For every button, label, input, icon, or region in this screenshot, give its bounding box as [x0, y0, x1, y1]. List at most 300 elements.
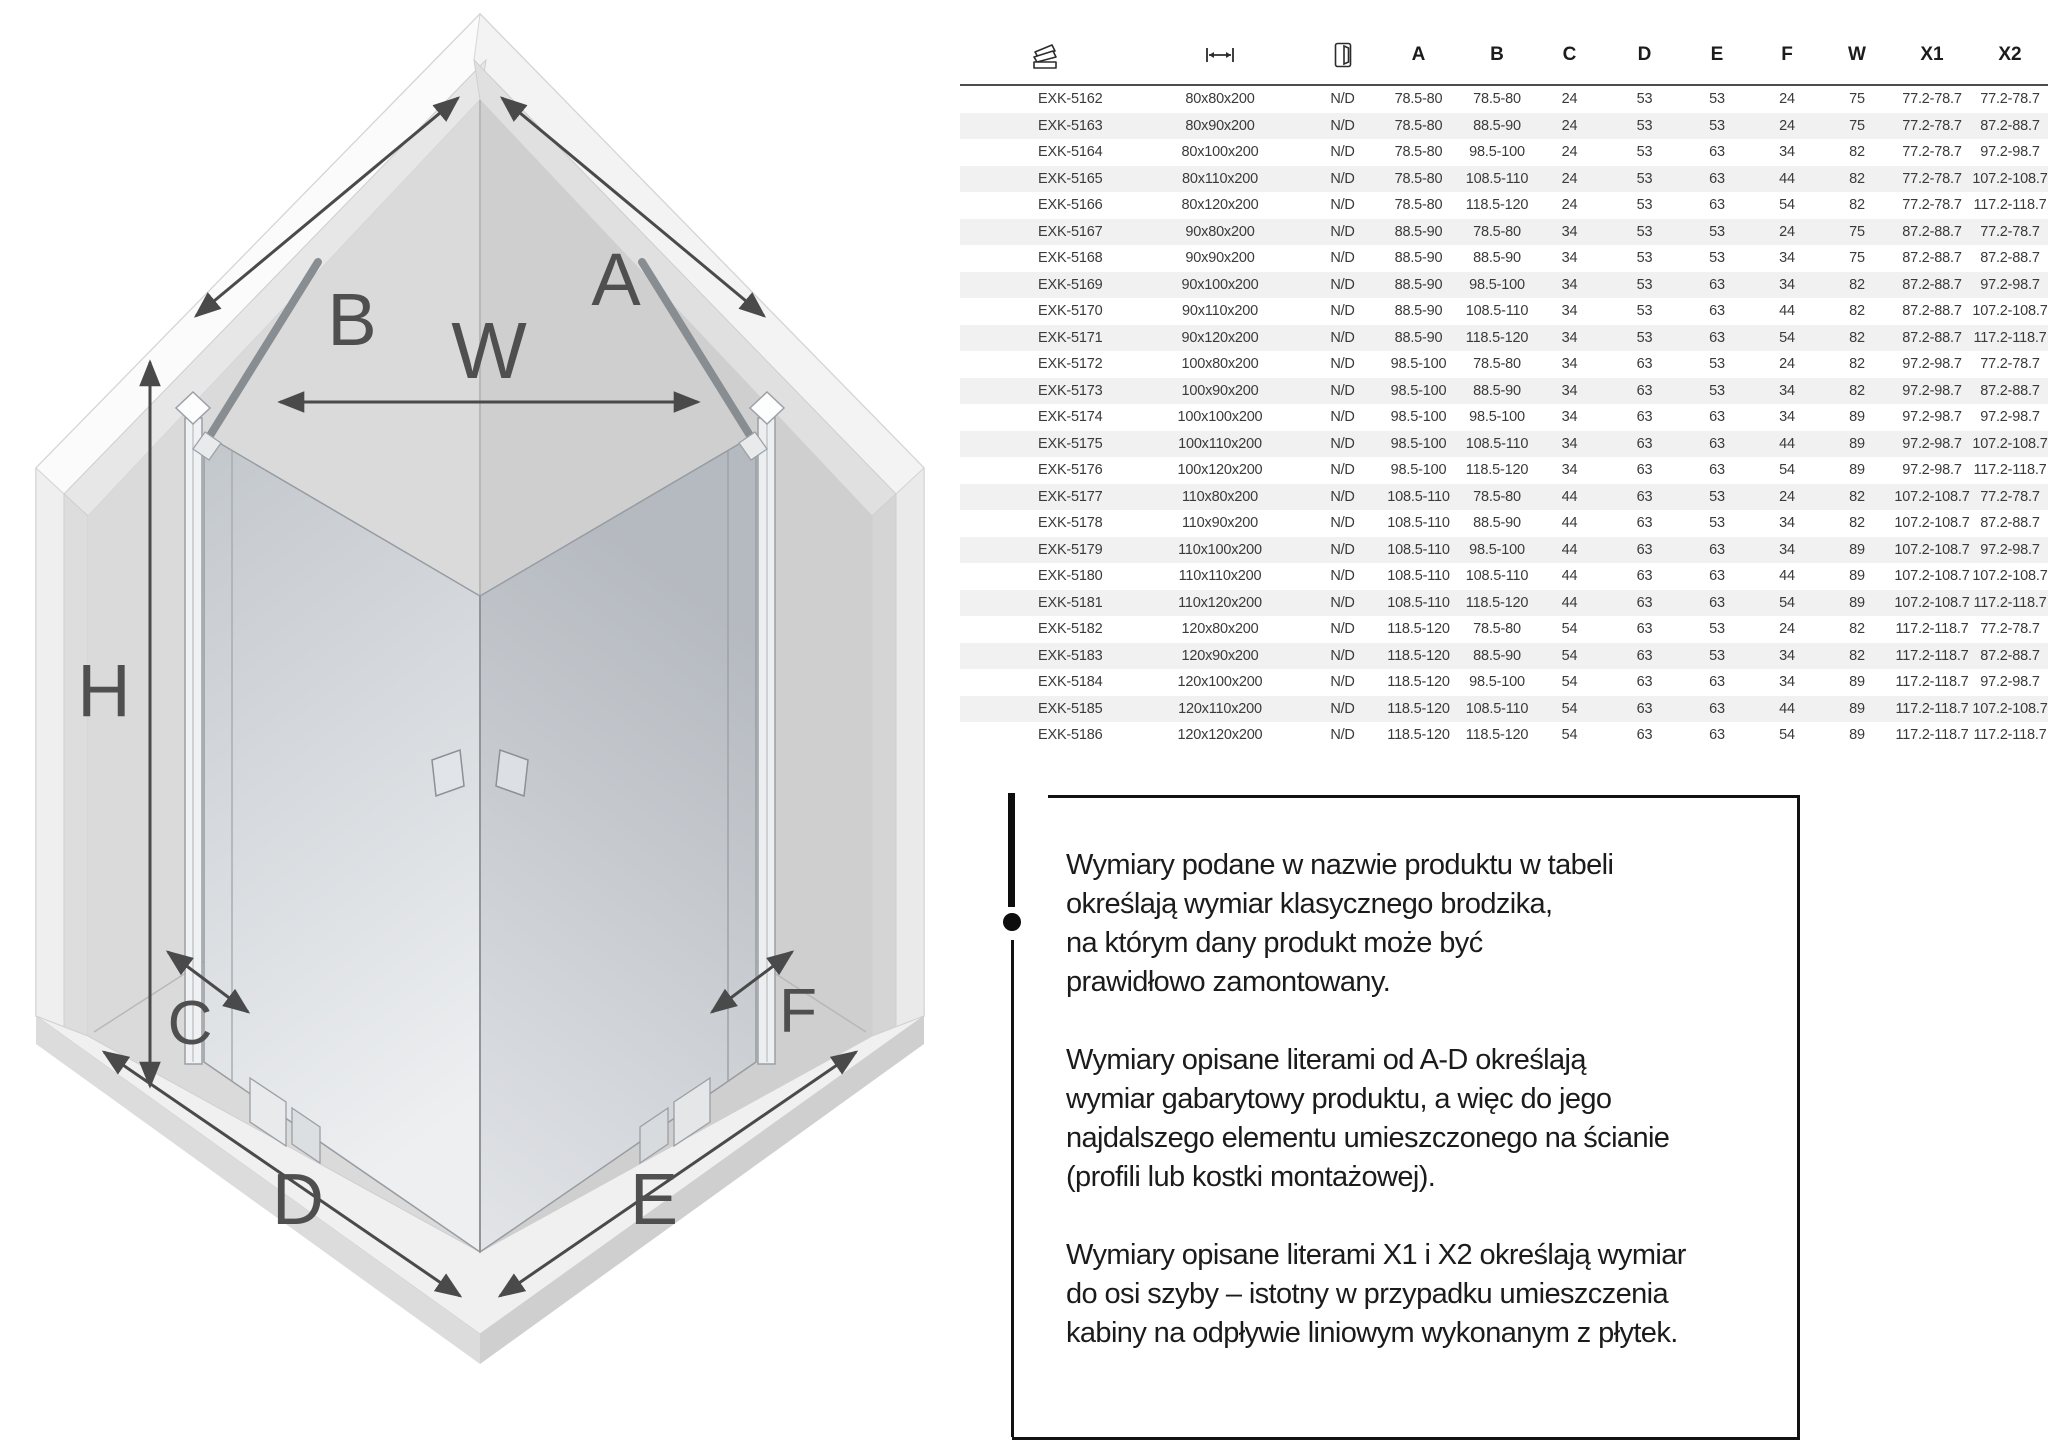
shower-enclosure-diagram [0, 0, 960, 1449]
cell-f: 34 [1779, 382, 1795, 399]
cell-x1: 107.2-108.7 [1894, 515, 1970, 532]
cell-f: 34 [1779, 541, 1795, 558]
cell-b: 88.5-90 [1473, 647, 1521, 664]
label-c: C [167, 989, 213, 1058]
cell-w: 89 [1849, 409, 1865, 426]
cell-d: 63 [1636, 700, 1653, 717]
cell-x2: 107.2-108.7 [1972, 568, 2048, 585]
cell-x2: 117.2-118.7 [1973, 197, 2047, 214]
cell-d: 53 [1636, 223, 1653, 240]
cell-d: 63 [1636, 568, 1653, 585]
cell-a: 88.5-90 [1394, 223, 1443, 240]
table-row [960, 669, 2048, 696]
cell-size: 80x80x200 [1185, 91, 1255, 108]
cell-c: 34 [1561, 276, 1578, 293]
cell-b: 118.5-120 [1465, 197, 1529, 214]
cell-f: 24 [1779, 621, 1795, 638]
cell-x2: 77.2-78.7 [1980, 223, 2040, 240]
cell-d: 53 [1636, 91, 1653, 108]
cell-c: 44 [1561, 594, 1578, 611]
cell-size: 100x80x200 [1181, 356, 1259, 373]
cell-c: 44 [1561, 515, 1578, 532]
cell-x2: 97.2-98.7 [1980, 409, 2040, 426]
cell-f: 24 [1779, 91, 1795, 108]
cell-code: EXK-5177 [1038, 488, 1103, 505]
cell-code: EXK-5167 [1038, 223, 1103, 240]
label-w: W [451, 306, 527, 395]
table-row [960, 510, 2048, 537]
cell-code: EXK-5178 [1038, 515, 1103, 532]
cell-x2: 117.2-118.7 [1973, 462, 2047, 479]
cell-a: 88.5-90 [1394, 276, 1443, 293]
cell-w: 82 [1849, 356, 1865, 373]
cell-a: 78.5-80 [1394, 117, 1443, 134]
cell-w: 82 [1849, 303, 1865, 320]
cell-c: 54 [1561, 674, 1578, 691]
cell-f: 34 [1779, 674, 1795, 691]
table-row [960, 351, 2048, 378]
cell-d: 63 [1636, 435, 1653, 452]
label-e: E [629, 1160, 679, 1240]
cell-e: 53 [1709, 223, 1725, 240]
cell-x2: 97.2-98.7 [1980, 674, 2040, 691]
cell-b: 78.5-80 [1473, 223, 1521, 240]
cell-nd: N/D [1330, 170, 1355, 187]
cell-c: 24 [1561, 197, 1578, 214]
cell-code: EXK-5175 [1038, 435, 1103, 452]
cell-d: 53 [1636, 197, 1653, 214]
col-header-w: W [1848, 44, 1866, 65]
cell-e: 53 [1709, 382, 1725, 399]
cell-x1: 117.2-118.7 [1895, 727, 1969, 744]
cell-c: 34 [1561, 409, 1578, 426]
cell-f: 34 [1779, 144, 1795, 161]
cell-e: 53 [1709, 117, 1725, 134]
cell-e: 53 [1709, 488, 1725, 505]
cell-size: 90x100x200 [1181, 276, 1259, 293]
cell-a: 98.5-100 [1390, 382, 1447, 399]
cell-e: 63 [1709, 303, 1725, 320]
cell-a: 78.5-80 [1394, 91, 1443, 108]
cell-e: 63 [1709, 568, 1725, 585]
cell-d: 63 [1636, 515, 1653, 532]
cell-w: 82 [1849, 276, 1865, 293]
cell-d: 63 [1636, 382, 1653, 399]
cell-d: 53 [1636, 276, 1653, 293]
cell-x2: 97.2-98.7 [1980, 144, 2040, 161]
cell-size: 90x120x200 [1181, 329, 1259, 346]
cell-size: 110x90x200 [1182, 515, 1258, 532]
cell-f: 54 [1779, 462, 1795, 479]
cell-a: 118.5-120 [1387, 700, 1450, 717]
cell-x1: 107.2-108.7 [1894, 594, 1970, 611]
cell-c: 24 [1561, 144, 1578, 161]
cell-b: 118.5-120 [1465, 727, 1529, 744]
note-paragraph: Wymiary opisane literami od A-D określają wymiar gabarytowy produktu, a więc do jego najdalszego elementu umieszczonego na ścianie (profili lub kostki montażowej). [1066, 1044, 1670, 1193]
cell-e: 63 [1709, 541, 1725, 558]
cell-w: 82 [1849, 515, 1865, 532]
col-header-b: B [1490, 44, 1504, 65]
cell-size: 110x110x200 [1178, 568, 1262, 585]
cell-a: 98.5-100 [1390, 462, 1447, 479]
table-row [960, 563, 2048, 590]
cell-b: 98.5-100 [1469, 409, 1525, 426]
cell-nd: N/D [1330, 488, 1355, 505]
cell-x1: 77.2-78.7 [1902, 117, 1962, 134]
cell-d: 63 [1636, 488, 1653, 505]
cell-x1: 97.2-98.7 [1902, 382, 1962, 399]
cell-x1: 87.2-88.7 [1902, 303, 1962, 320]
cell-d: 63 [1636, 674, 1653, 691]
cell-b: 88.5-90 [1473, 117, 1521, 134]
table-row [960, 722, 2048, 749]
cell-x2: 77.2-78.7 [1980, 488, 2040, 505]
cell-a: 78.5-80 [1394, 144, 1443, 161]
cell-x1: 77.2-78.7 [1902, 144, 1962, 161]
label-h: H [77, 649, 131, 732]
cell-a: 88.5-90 [1394, 329, 1443, 346]
cell-w: 75 [1849, 250, 1865, 267]
cell-d: 53 [1636, 117, 1653, 134]
cell-a: 118.5-120 [1387, 621, 1450, 638]
table-row [960, 457, 2048, 484]
cell-d: 63 [1636, 541, 1653, 558]
cell-b: 108.5-110 [1465, 435, 1529, 452]
cell-b: 78.5-80 [1473, 621, 1521, 638]
cell-d: 63 [1636, 409, 1653, 426]
cell-c: 44 [1561, 541, 1578, 558]
cell-size: 80x120x200 [1181, 197, 1259, 214]
cell-code: EXK-5169 [1038, 276, 1103, 293]
cell-c: 34 [1561, 435, 1578, 452]
cell-c: 34 [1561, 382, 1578, 399]
table-row [960, 219, 2048, 246]
table-row [960, 696, 2048, 723]
cell-size: 110x80x200 [1182, 488, 1258, 505]
table-row [960, 537, 2048, 564]
cell-x1: 117.2-118.7 [1895, 621, 1969, 638]
cell-x1: 97.2-98.7 [1902, 356, 1962, 373]
cell-x1: 107.2-108.7 [1894, 568, 1970, 585]
cell-nd: N/D [1330, 197, 1355, 214]
cell-f: 54 [1779, 594, 1795, 611]
table-row [960, 378, 2048, 405]
cell-f: 34 [1779, 250, 1795, 267]
cell-b: 108.5-110 [1465, 303, 1529, 320]
cell-a: 108.5-110 [1387, 488, 1450, 505]
cell-w: 89 [1849, 674, 1865, 691]
cell-c: 34 [1561, 356, 1578, 373]
cell-code: EXK-5182 [1038, 621, 1103, 638]
cell-w: 75 [1849, 91, 1865, 108]
door-icon [1310, 42, 1375, 68]
cell-f: 44 [1779, 700, 1795, 717]
cell-nd: N/D [1330, 621, 1355, 638]
cell-size: 120x90x200 [1181, 647, 1259, 664]
cell-b: 118.5-120 [1465, 329, 1529, 346]
cell-c: 34 [1561, 329, 1578, 346]
cell-code: EXK-5174 [1038, 409, 1103, 426]
col-header-f: F [1781, 44, 1793, 65]
cell-x2: 117.2-118.7 [1973, 727, 2047, 744]
cell-a: 118.5-120 [1387, 727, 1450, 744]
cell-size: 120x120x200 [1177, 727, 1263, 744]
cell-b: 88.5-90 [1473, 382, 1521, 399]
cell-d: 53 [1636, 250, 1653, 267]
cell-code: EXK-5163 [1038, 117, 1103, 134]
cell-a: 88.5-90 [1394, 250, 1443, 267]
cell-code: EXK-5162 [1038, 91, 1103, 108]
cell-nd: N/D [1330, 409, 1355, 426]
cell-f: 24 [1779, 223, 1795, 240]
cell-d: 63 [1636, 594, 1653, 611]
cell-nd: N/D [1330, 647, 1355, 664]
cell-f: 44 [1779, 435, 1795, 452]
cell-x1: 97.2-98.7 [1902, 435, 1962, 452]
cell-c: 34 [1561, 250, 1578, 267]
cell-b: 108.5-110 [1465, 170, 1529, 187]
cell-w: 82 [1849, 329, 1865, 346]
cell-b: 88.5-90 [1473, 250, 1521, 267]
cell-x1: 87.2-88.7 [1902, 223, 1962, 240]
cell-f: 54 [1779, 197, 1795, 214]
note-text [1066, 846, 1782, 1392]
cell-c: 44 [1561, 568, 1578, 585]
cell-x1: 117.2-118.7 [1895, 674, 1969, 691]
cell-f: 54 [1779, 329, 1795, 346]
cell-a: 118.5-120 [1387, 674, 1450, 691]
cell-nd: N/D [1330, 117, 1355, 134]
cell-b: 78.5-80 [1473, 488, 1521, 505]
cell-a: 118.5-120 [1387, 647, 1450, 664]
cell-x1: 77.2-78.7 [1902, 170, 1962, 187]
table-row [960, 484, 2048, 511]
cell-d: 63 [1636, 356, 1653, 373]
cell-size: 110x120x200 [1178, 594, 1262, 611]
dimension-table [960, 26, 2048, 749]
cell-e: 53 [1709, 91, 1725, 108]
cell-code: EXK-5184 [1038, 674, 1103, 691]
cell-code: EXK-5171 [1038, 329, 1103, 346]
cell-a: 108.5-110 [1387, 594, 1450, 611]
cell-d: 53 [1636, 170, 1653, 187]
cell-x2: 87.2-88.7 [1980, 250, 2040, 267]
cell-w: 89 [1849, 594, 1865, 611]
col-header-c: C [1562, 44, 1577, 65]
cell-size: 80x100x200 [1181, 144, 1259, 161]
cell-code: EXK-5166 [1038, 197, 1103, 214]
cell-e: 63 [1709, 700, 1725, 717]
cell-e: 63 [1709, 435, 1725, 452]
cell-size: 100x100x200 [1177, 409, 1263, 426]
cell-b: 98.5-100 [1469, 276, 1525, 293]
cell-code: EXK-5164 [1038, 144, 1103, 161]
cell-d: 63 [1636, 621, 1653, 638]
cell-x1: 77.2-78.7 [1902, 197, 1962, 214]
note-box-border-right [1797, 795, 1800, 1440]
cell-a: 108.5-110 [1387, 515, 1450, 532]
cell-f: 44 [1779, 303, 1795, 320]
cell-code: EXK-5168 [1038, 250, 1103, 267]
cell-code: EXK-5170 [1038, 303, 1103, 320]
table-row [960, 139, 2048, 166]
table-body [960, 84, 2048, 749]
cell-e: 63 [1709, 276, 1725, 293]
cell-c: 34 [1561, 303, 1578, 320]
cell-size: 90x110x200 [1182, 303, 1258, 320]
cell-f: 34 [1779, 515, 1795, 532]
note-box-border-left [1011, 940, 1014, 1437]
cell-nd: N/D [1330, 594, 1355, 611]
cell-nd: N/D [1330, 515, 1355, 532]
cell-d: 63 [1636, 462, 1653, 479]
cell-c: 54 [1561, 647, 1578, 664]
cell-a: 98.5-100 [1390, 435, 1447, 452]
cell-e: 63 [1709, 594, 1725, 611]
cell-x2: 87.2-88.7 [1980, 382, 2040, 399]
cell-x2: 97.2-98.7 [1980, 276, 2040, 293]
width-dimension-icon [1130, 44, 1310, 66]
note-paragraph: Wymiary opisane literami X1 i X2 określają wymiar do osi szyby – istotny w przypadku umieszczenia kabiny na odpływie liniowym wykonanym z płytek. [1066, 1239, 1686, 1349]
cell-d: 53 [1636, 303, 1653, 320]
cell-w: 89 [1849, 435, 1865, 452]
cell-nd: N/D [1330, 700, 1355, 717]
cell-f: 24 [1779, 356, 1795, 373]
cell-nd: N/D [1330, 250, 1355, 267]
table-row [960, 86, 2048, 113]
cell-nd: N/D [1330, 223, 1355, 240]
cell-x1: 117.2-118.7 [1895, 647, 1969, 664]
cell-c: 54 [1561, 700, 1578, 717]
table-row [960, 325, 2048, 352]
cell-code: EXK-5173 [1038, 382, 1103, 399]
cell-code: EXK-5186 [1038, 727, 1103, 744]
cell-w: 82 [1849, 621, 1865, 638]
cell-nd: N/D [1330, 462, 1355, 479]
cell-b: 118.5-120 [1465, 462, 1529, 479]
cell-x2: 107.2-108.7 [1972, 700, 2048, 717]
cell-w: 82 [1849, 647, 1865, 664]
cell-e: 63 [1709, 409, 1725, 426]
col-header-x1: X1 [1920, 44, 1944, 65]
cell-a: 88.5-90 [1394, 303, 1443, 320]
cell-b: 108.5-110 [1465, 568, 1529, 585]
cell-x2: 117.2-118.7 [1973, 329, 2047, 346]
cell-e: 53 [1709, 356, 1725, 373]
cell-w: 82 [1849, 197, 1865, 214]
cell-code: EXK-5185 [1038, 700, 1103, 717]
cell-x2: 87.2-88.7 [1980, 647, 2040, 664]
table-row [960, 245, 2048, 272]
cell-size: 90x90x200 [1185, 250, 1255, 267]
cell-c: 24 [1561, 170, 1578, 187]
cell-e: 63 [1709, 144, 1725, 161]
note-box-border-top [1048, 795, 1800, 798]
cell-w: 89 [1849, 541, 1865, 558]
col-header-e: E [1710, 44, 1724, 65]
table-row [960, 272, 2048, 299]
cell-size: 100x90x200 [1181, 382, 1259, 399]
cell-code: EXK-5183 [1038, 647, 1103, 664]
cell-b: 98.5-100 [1469, 144, 1525, 161]
cell-e: 53 [1709, 621, 1725, 638]
cell-x2: 87.2-88.7 [1980, 515, 2040, 532]
cell-e: 63 [1709, 462, 1725, 479]
cell-x2: 77.2-78.7 [1980, 91, 2040, 108]
cell-b: 118.5-120 [1465, 594, 1529, 611]
cell-e: 63 [1709, 727, 1725, 744]
cell-x2: 107.2-108.7 [1972, 303, 2048, 320]
cell-w: 82 [1849, 144, 1865, 161]
cell-a: 98.5-100 [1390, 356, 1447, 373]
cell-e: 53 [1709, 515, 1725, 532]
cell-c: 54 [1561, 727, 1578, 744]
cell-size: 90x80x200 [1185, 223, 1255, 240]
cell-w: 82 [1849, 382, 1865, 399]
cell-c: 24 [1561, 91, 1578, 108]
cell-x2: 77.2-78.7 [1980, 356, 2040, 373]
cell-x2: 107.2-108.7 [1972, 435, 2048, 452]
note-box-border-bottom [1012, 1437, 1800, 1440]
cell-code: EXK-5179 [1038, 541, 1103, 558]
cell-nd: N/D [1330, 329, 1355, 346]
cell-d: 53 [1636, 329, 1653, 346]
cell-w: 89 [1849, 568, 1865, 585]
table-row [960, 166, 2048, 193]
table-row [960, 616, 2048, 643]
note-accent-bullet [1003, 913, 1021, 931]
cell-c: 24 [1561, 117, 1578, 134]
cell-b: 108.5-110 [1465, 700, 1529, 717]
cell-f: 24 [1779, 488, 1795, 505]
cell-nd: N/D [1330, 674, 1355, 691]
cell-a: 108.5-110 [1387, 541, 1450, 558]
cell-f: 34 [1779, 409, 1795, 426]
cell-f: 54 [1779, 727, 1795, 744]
cell-c: 44 [1561, 488, 1578, 505]
cell-nd: N/D [1330, 568, 1355, 585]
cell-w: 89 [1849, 462, 1865, 479]
cell-size: 120x100x200 [1177, 674, 1263, 691]
cell-f: 44 [1779, 170, 1795, 187]
cell-w: 75 [1849, 223, 1865, 240]
label-a: A [591, 238, 641, 321]
cell-a: 98.5-100 [1390, 409, 1447, 426]
cell-x2: 87.2-88.7 [1980, 117, 2040, 134]
cell-size: 80x110x200 [1182, 170, 1258, 187]
cell-nd: N/D [1330, 541, 1355, 558]
cell-x1: 87.2-88.7 [1902, 250, 1962, 267]
cell-f: 34 [1779, 276, 1795, 293]
cell-code: EXK-5165 [1038, 170, 1103, 187]
cell-w: 89 [1849, 727, 1865, 744]
label-d: D [272, 1160, 324, 1240]
cell-code: EXK-5172 [1038, 356, 1103, 373]
cell-size: 100x110x200 [1178, 435, 1262, 452]
table-row [960, 404, 2048, 431]
cell-e: 53 [1709, 250, 1725, 267]
cell-b: 98.5-100 [1469, 541, 1525, 558]
col-header-a: A [1411, 44, 1426, 65]
cell-nd: N/D [1330, 144, 1355, 161]
cell-w: 75 [1849, 117, 1865, 134]
cell-x1: 97.2-98.7 [1902, 462, 1962, 479]
cell-size: 110x100x200 [1178, 541, 1262, 558]
cell-nd: N/D [1330, 91, 1355, 108]
cell-size: 120x110x200 [1178, 700, 1262, 717]
cell-x1: 87.2-88.7 [1902, 276, 1962, 293]
cell-nd: N/D [1330, 727, 1355, 744]
